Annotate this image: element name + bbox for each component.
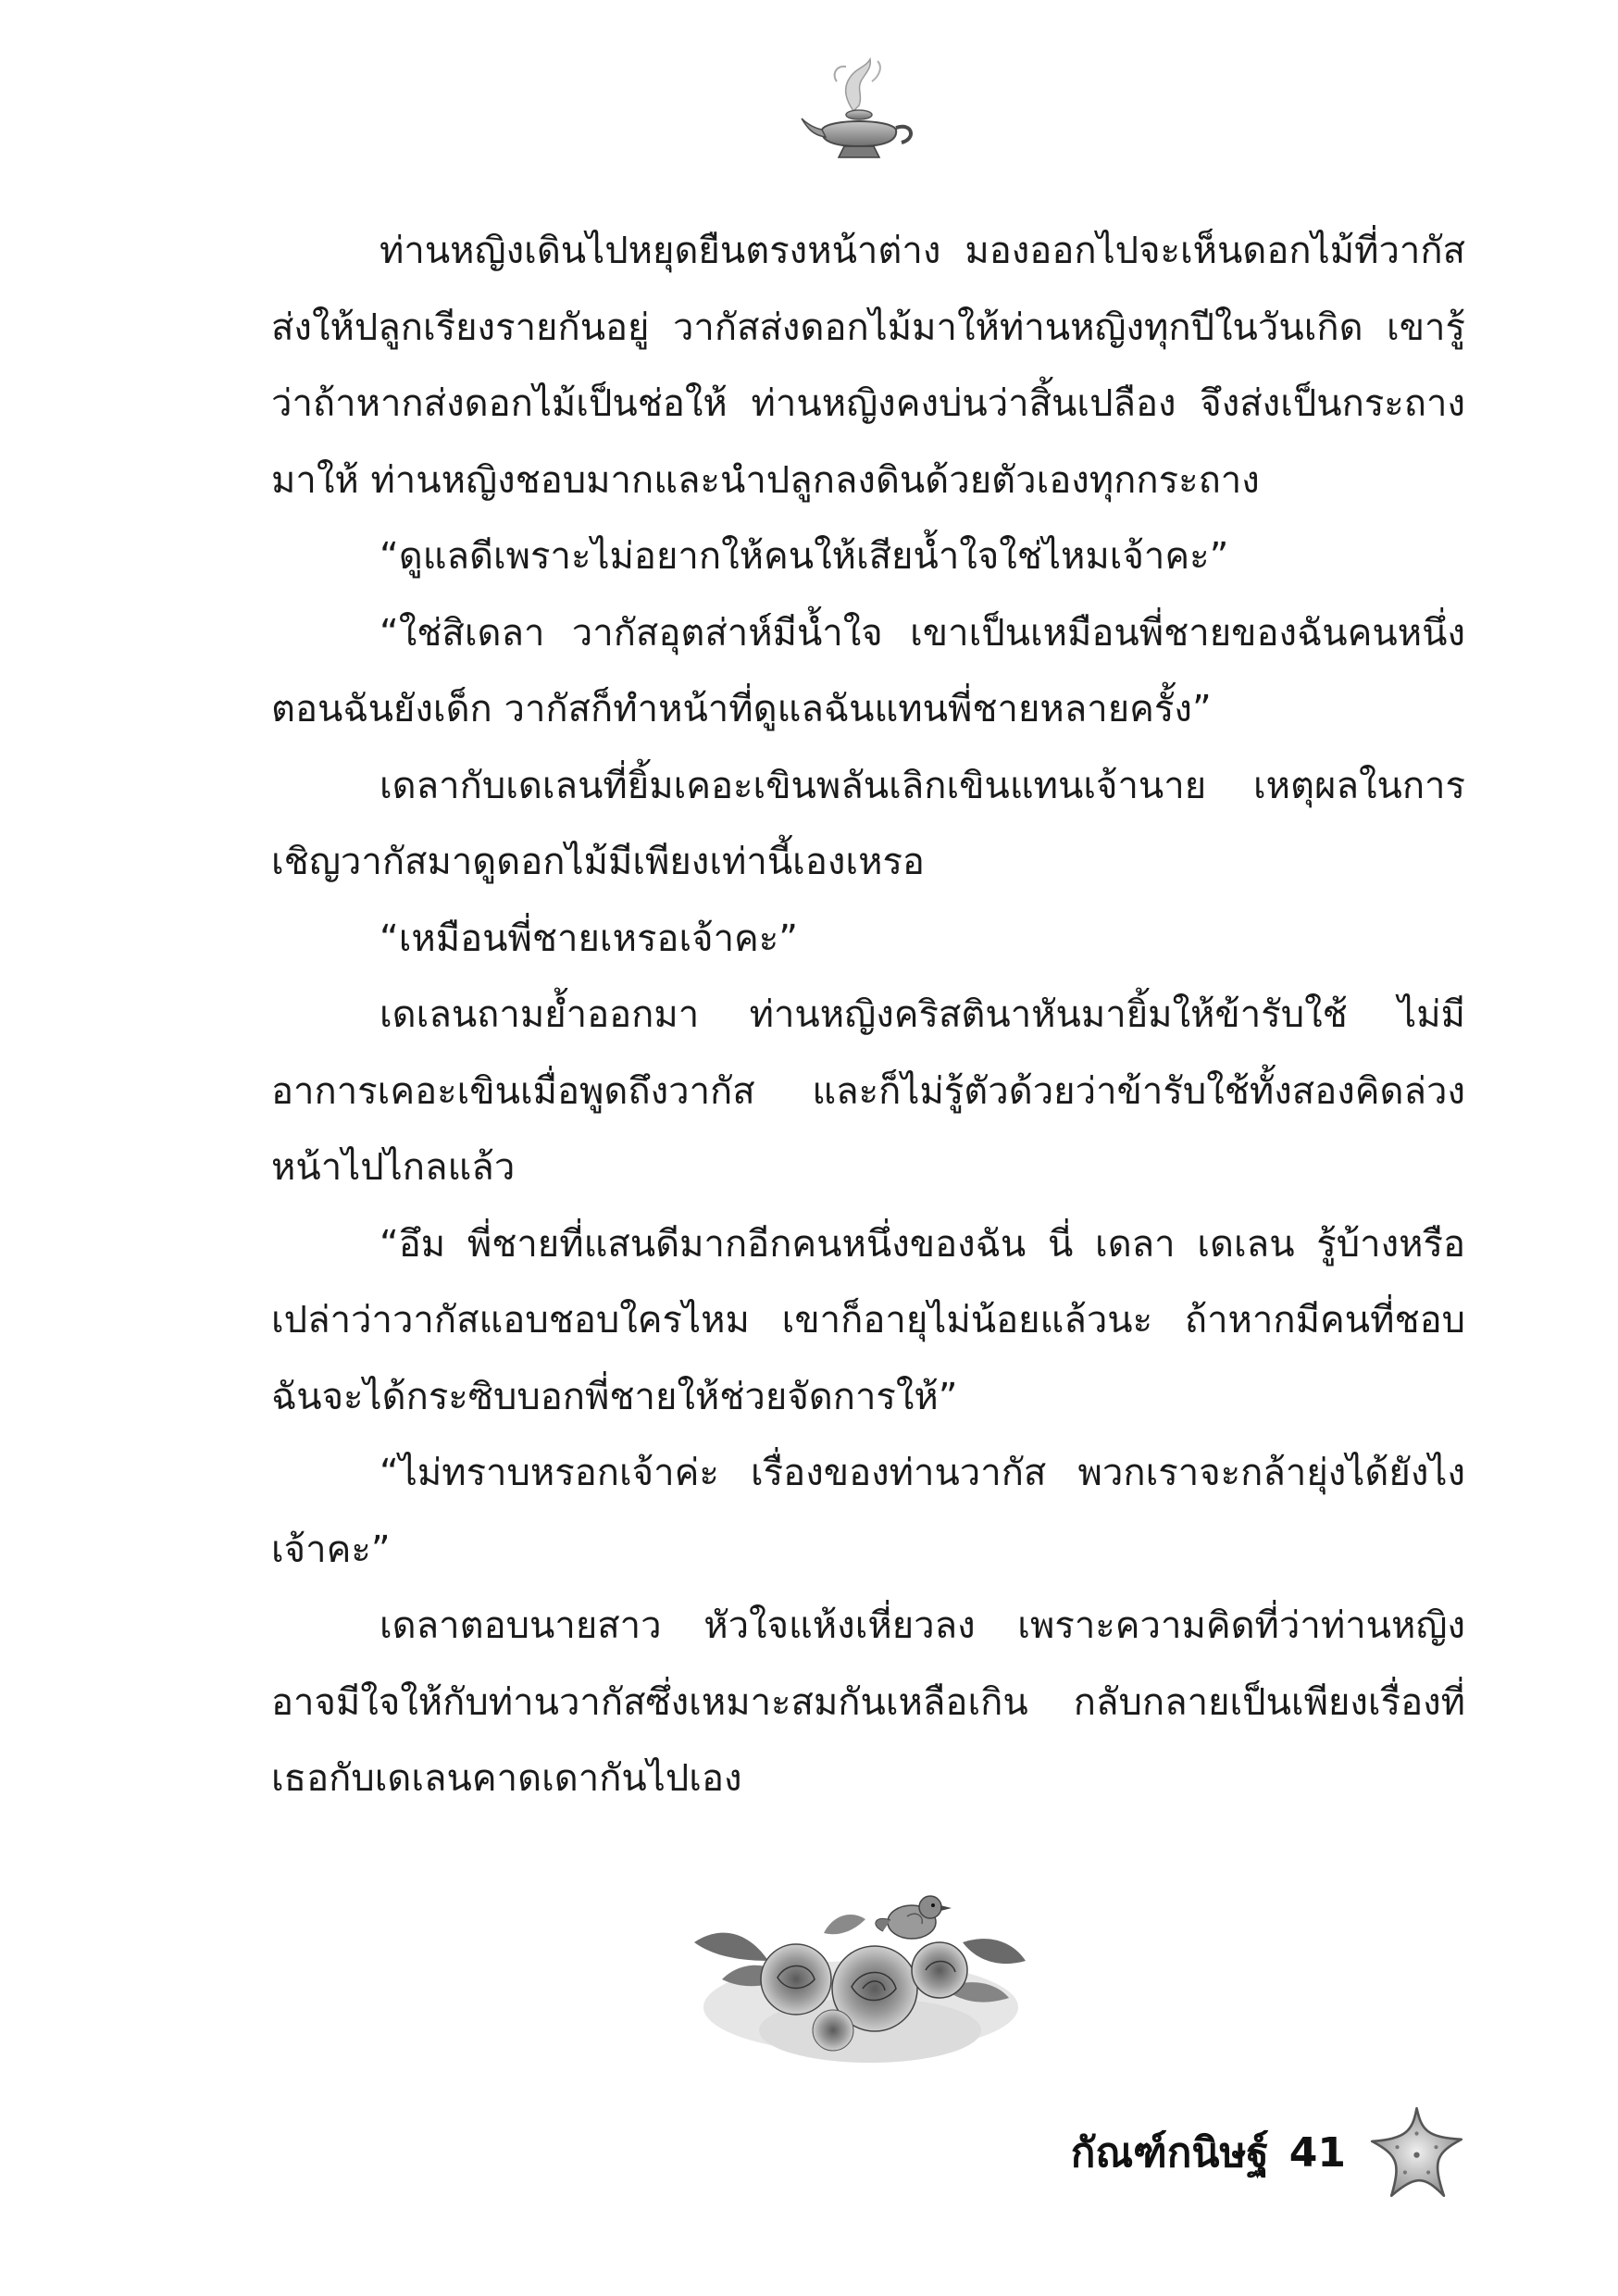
paragraph: ท่านหญิงเดินไปหยุดยืนตรงหน้าต่าง มองออกไปจะเห็นดอกไม้ที่วากัสส่งให้ปลูกเรียงรายกันอยู่ วากัสส่งดอกไม้มาให้ท่านหญิงทุกปีในวันเกิด เขารู้ว่าถ้าหากส่งดอกไม้เป็นช่อให้ ท่านหญิงคงบ่นว่าสิ้นเปลือง จึงส่งเป็นกระถางมาให้ ท่านหญิงชอบมากและนำปลูกลงดินด้วยตัวเองทุกกระถาง	[271, 230, 1465, 502]
page-number: 41	[1288, 2128, 1346, 2177]
page-footer	[1071, 2092, 1465, 2213]
body-text	[271, 213, 1465, 1817]
paragraph: “ดูแลดีเพราะไม่อยากให้คนให้เสียน้ำใจใช่ไหมเจ้าคะ”	[380, 535, 1229, 578]
bird-roses-ornament	[685, 1868, 1027, 2072]
paragraph: “ไม่ทราบหรอกเจ้าค่ะ เรื่องของท่านวากัส พวกเราจะกล้ายุ่งได้ยังไงเจ้าคะ”	[271, 1452, 1465, 1571]
genie-lamp-icon	[800, 54, 918, 167]
paragraph: “อึม พี่ชายที่แสนดีมากอีกคนหนึ่งของฉัน นี่ เดลา เดเลน รู้บ้างหรือเปล่าว่าวากัสแอบชอบใครไหม เขาก็อายุไม่น้อยแล้วนะ ถ้าหากมีคนที่ชอบ ฉันจะได้กระซิบบอกพี่ชายให้ช่วยจัดการให้”	[271, 1222, 1465, 1418]
paragraph: “เหมือนพี่ชายเหรอเจ้าคะ”	[380, 917, 798, 960]
paragraph: “ใช่สิเดลา วากัสอุตส่าห์มีน้ำใจ เขาเป็นเหมือนพี่ชายของฉันคนหนึ่ง ตอนฉันยังเด็ก วากัสก็ทำหน้าที่ดูแลฉันแทนพี่ชายหลายครั้ง”	[271, 611, 1465, 730]
paragraph: เดเลนถามย้ำออกมา ท่านหญิงคริสตินาหันมายิ้มให้ข้ารับใช้ ไม่มีอาการเคอะเขินเมื่อพูดถึงวากัส และก็ไม่รู้ตัวด้วยว่าข้ารับใช้ทั้งสองคิดล่วงหน้าไปไกลแล้ว	[271, 993, 1465, 1189]
paragraph: เดลาตอบนายสาว หัวใจแห้งเหี่ยวลง เพราะความคิดที่ว่าท่านหญิงอาจมีใจให้กับท่านวากัสซึ่งเหมาะสมกันเหลือเกิน กลับกลายเป็นเพียงเรื่องที่เธอกับเดเลนคาดเดากันไปเอง	[271, 1604, 1465, 1800]
book-title: กัณฑ์กนิษฐ์	[1070, 2129, 1269, 2177]
paragraph: เดลากับเดเลนที่ยิ้มเคอะเขินพลันเลิกเขินแทนเจ้านาย เหตุผลในการเชิญวากัสมาดูดอกไม้มีเพียงเท่านี้เองเหรอ	[271, 764, 1465, 883]
starfish-icon	[1368, 2104, 1465, 2202]
